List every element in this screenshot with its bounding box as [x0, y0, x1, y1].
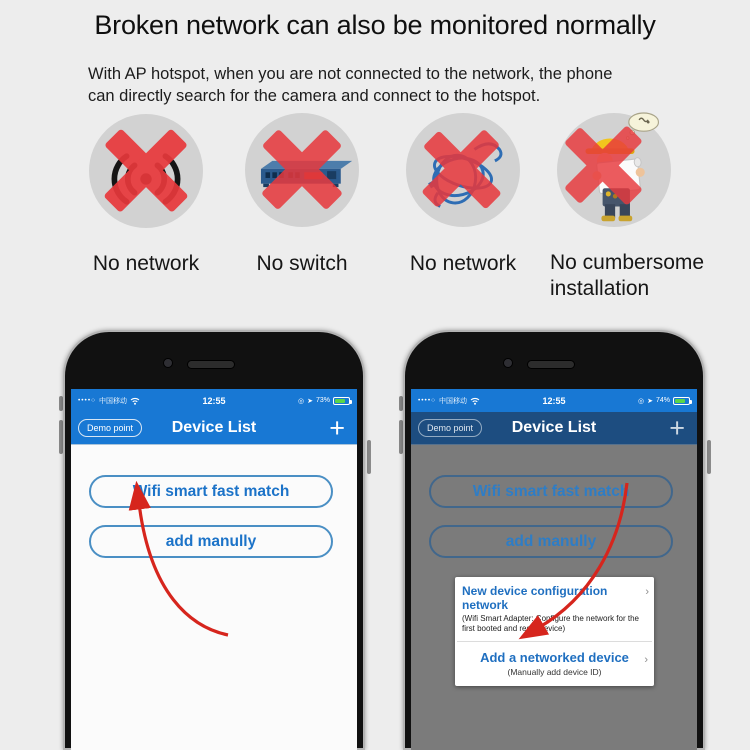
earpiece-speaker [187, 360, 235, 369]
status-bar [71, 389, 357, 412]
phone-mockup-left [63, 330, 365, 750]
option-title: New device configuration network [462, 584, 608, 612]
option-title: Add a networked device [480, 649, 629, 665]
option-description: (Wifi Smart Adapter: Configure the network for the first booted and reset device) [462, 614, 639, 634]
no-installation-worker-icon [557, 113, 671, 227]
new-device-configuration-option[interactable] [455, 577, 654, 641]
feature-no-switch [245, 113, 359, 227]
demo-point-button[interactable]: Demo point [78, 419, 142, 437]
subtitle-line-2: can directly search for the camera and connect to the hotspot. [88, 86, 541, 105]
add-device-plus-button[interactable]: + [669, 413, 685, 443]
signal-dots-icon: ••••○ [418, 397, 437, 404]
phone-screen-right [411, 389, 697, 750]
device-list-body-dimmed [411, 445, 697, 750]
carrier-label: 中国移动 [99, 397, 128, 405]
no-switch-icon [245, 113, 359, 227]
subtitle-line-1: With AP hotspot, when you are not connected to the network, the phone [88, 65, 613, 83]
nav-bar [71, 412, 357, 445]
nav-title: Device List [511, 419, 597, 436]
feature-no-network-1 [89, 114, 203, 228]
earpiece-speaker [527, 360, 575, 369]
front-camera [163, 358, 173, 368]
chevron-right-icon: › [644, 653, 648, 666]
nav-bar [411, 412, 697, 445]
page-title: Broken network can also be monitored normally [94, 10, 656, 40]
feature-label-no-switch: No switch [256, 252, 348, 275]
demo-point-button[interactable]: Demo point [418, 419, 482, 437]
battery-percent: 74% [655, 397, 670, 404]
no-wifi-icon [89, 114, 203, 228]
clock: 12:55 [202, 395, 226, 406]
add-networked-device-option[interactable] [455, 642, 654, 686]
wifi-smart-fast-match-button[interactable]: Wifi smart fast match [89, 475, 333, 508]
carrier-label: 中国移动 [439, 397, 468, 405]
location-arrow-icon: ➤ [307, 397, 313, 405]
status-right [256, 397, 350, 405]
nav-title: Device List [171, 419, 257, 436]
add-device-modal [455, 577, 654, 686]
wifi-icon [470, 397, 480, 405]
clock: 12:55 [542, 395, 566, 406]
signal-dots-icon: ••••○ [78, 397, 97, 404]
feature-label-no-installation: No cumbersome installation [550, 251, 705, 301]
feature-label-no-network-1: No network [92, 252, 200, 275]
orientation-lock-icon: ◎ [638, 397, 645, 405]
power-button [367, 440, 371, 474]
status-left [78, 396, 172, 406]
status-left [418, 396, 512, 406]
add-manually-button[interactable]: add manully [89, 525, 333, 558]
power-button [707, 440, 711, 474]
battery-icon [333, 397, 350, 405]
wifi-icon [130, 397, 140, 405]
feature-no-network-2 [406, 113, 520, 227]
location-arrow-icon: ➤ [647, 397, 653, 405]
phone-mockup-right [403, 330, 705, 750]
add-device-plus-button[interactable]: + [329, 413, 345, 443]
option-description: (Manually add device ID) [507, 666, 602, 677]
no-tangled-cable-icon [406, 113, 520, 227]
page-subtitle [88, 64, 674, 108]
feature-label-no-network-2: No network [409, 252, 517, 275]
wifi-smart-fast-match-button[interactable]: Wifi smart fast match [429, 475, 673, 508]
chevron-right-icon: › [645, 586, 649, 598]
battery-percent: 73% [315, 397, 330, 404]
feature-no-installation [557, 113, 671, 227]
orientation-lock-icon: ◎ [298, 397, 305, 405]
phone-screen-left [71, 389, 357, 750]
front-camera [503, 358, 513, 368]
battery-icon [673, 397, 690, 405]
add-manually-button[interactable]: add manully [429, 525, 673, 558]
device-list-body [71, 445, 357, 750]
status-bar [411, 389, 697, 412]
status-right [596, 397, 690, 405]
